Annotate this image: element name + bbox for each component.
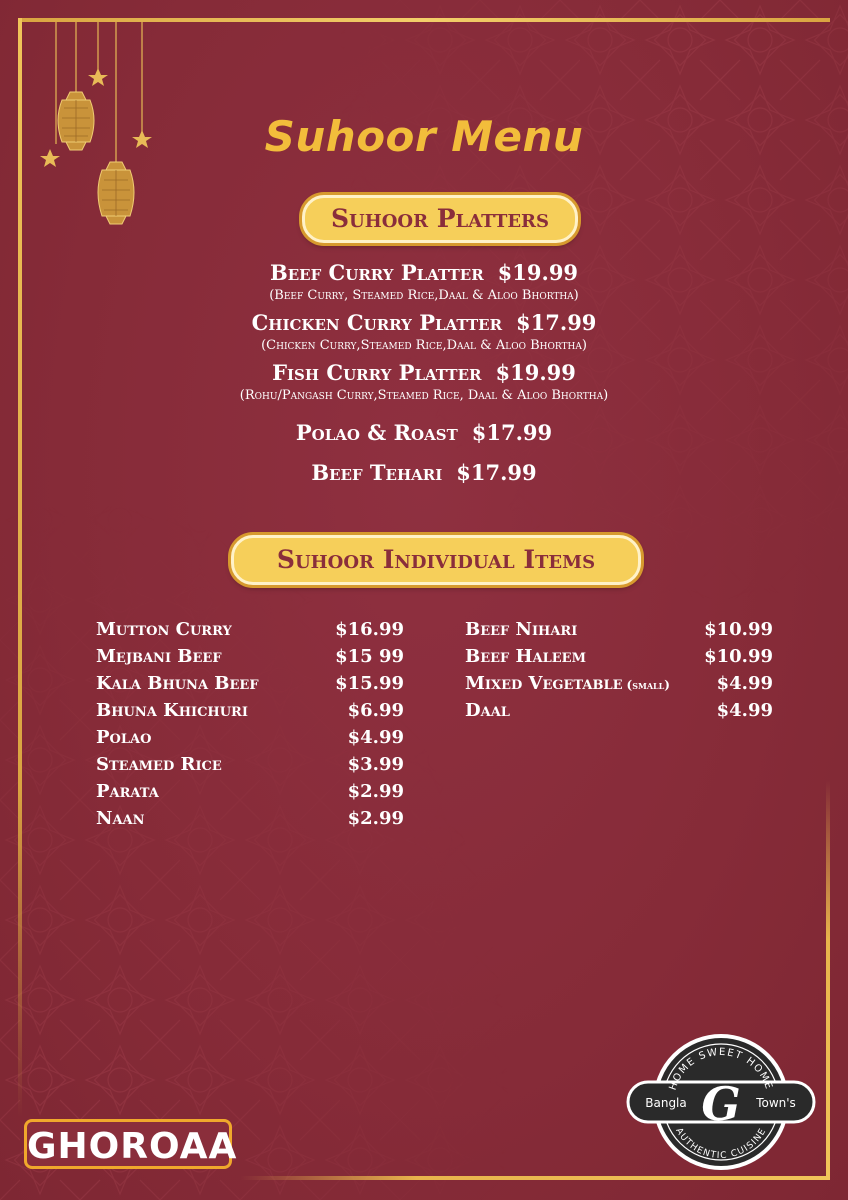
platter-item xyxy=(0,308,848,338)
item-note: (small) xyxy=(626,678,670,692)
item-price: $15 99 xyxy=(335,646,404,667)
platter-price: $17.99 xyxy=(456,460,537,485)
logo-bottom-text: AUTHENTIC CUISINE xyxy=(673,1126,769,1162)
item-price: $4.99 xyxy=(716,700,773,721)
platter-description: (Chicken Curry,Steamed Rice,Daal & Aloo Bhortha) xyxy=(261,338,587,353)
gold-frame-bottom xyxy=(240,1176,830,1180)
logo-right-text: Town's xyxy=(756,1096,796,1110)
platter-item xyxy=(0,418,848,448)
logo-left-text: Bangla xyxy=(645,1096,687,1110)
bangla-towns-logo xyxy=(626,1030,816,1170)
platter-price: $19.99 xyxy=(497,260,579,285)
menu-item-row xyxy=(96,751,404,778)
item-name: Steamed Rice xyxy=(96,754,222,775)
item-name: Naan xyxy=(96,808,145,829)
menu-item-row xyxy=(465,697,773,724)
logo-letter: G xyxy=(701,1077,741,1131)
logo-top-text: HOME SWEET HOME xyxy=(667,1046,775,1092)
platter-item xyxy=(0,258,848,288)
item-name: Mejbani Beef xyxy=(96,646,222,667)
menu-item-row xyxy=(96,616,404,643)
item-price: $10.99 xyxy=(704,619,773,640)
item-name: Daal xyxy=(465,700,510,721)
item-name: Mixed Vegetable xyxy=(465,673,623,694)
item-name: Mutton Curry xyxy=(96,619,232,640)
menu-item-row xyxy=(96,643,404,670)
platters-list xyxy=(0,258,848,488)
individual-items-left-column xyxy=(96,616,404,832)
item-price: $10.99 xyxy=(704,646,773,667)
individual-items-heading: Suhoor Individual Items xyxy=(231,535,641,585)
item-price: $15.99 xyxy=(335,673,404,694)
platter-name: Fish Curry Platter xyxy=(272,360,482,385)
menu-item-row xyxy=(465,616,773,643)
item-name: Polao xyxy=(96,727,152,748)
platter-name: Chicken Curry Platter xyxy=(251,310,503,335)
item-price: $16.99 xyxy=(335,619,404,640)
platter-item xyxy=(0,458,848,488)
item-name: Parata xyxy=(96,781,159,802)
platter-name: Polao & Roast xyxy=(295,420,458,445)
menu-title: Suhoor Menu xyxy=(264,112,584,161)
platter-name: Beef Curry Platter xyxy=(269,260,484,285)
platter-name: Beef Tehari xyxy=(311,460,443,485)
individual-items-right-column xyxy=(465,616,773,724)
item-price: $3.99 xyxy=(347,754,404,775)
item-price: $2.99 xyxy=(347,808,404,829)
ghoroaa-brand-logo: GHOROAA xyxy=(24,1119,232,1169)
platter-price: $17.99 xyxy=(471,420,553,445)
menu-item-row xyxy=(465,670,773,697)
platter-item xyxy=(0,358,848,388)
item-name: Bhuna Khichuri xyxy=(96,700,248,721)
item-name: Kala Bhuna Beef xyxy=(96,673,259,694)
menu-item-row xyxy=(96,697,404,724)
platters-heading: Suhoor Platters xyxy=(302,195,578,243)
item-price: $2.99 xyxy=(347,781,404,802)
menu-item-row xyxy=(96,778,404,805)
platter-price: $17.99 xyxy=(516,310,597,335)
menu-item-row xyxy=(96,724,404,751)
item-price: $6.99 xyxy=(347,700,404,721)
menu-item-row xyxy=(465,643,773,670)
item-name: Beef Haleem xyxy=(465,646,586,667)
item-price: $4.99 xyxy=(716,673,773,694)
gold-frame-left xyxy=(18,18,22,1118)
item-price: $4.99 xyxy=(347,727,404,748)
gold-frame-right xyxy=(826,780,830,1180)
platter-description: (Beef Curry, Steamed Rice,Daal & Aloo Bhortha) xyxy=(269,288,579,303)
menu-item-row xyxy=(96,805,404,832)
menu-item-row xyxy=(96,670,404,697)
platter-description: (Rohu/Pangash Curry,Steamed Rice, Daal & Aloo Bhortha) xyxy=(239,388,609,403)
platter-price: $19.99 xyxy=(495,360,576,385)
item-name: Beef Nihari xyxy=(465,619,578,640)
